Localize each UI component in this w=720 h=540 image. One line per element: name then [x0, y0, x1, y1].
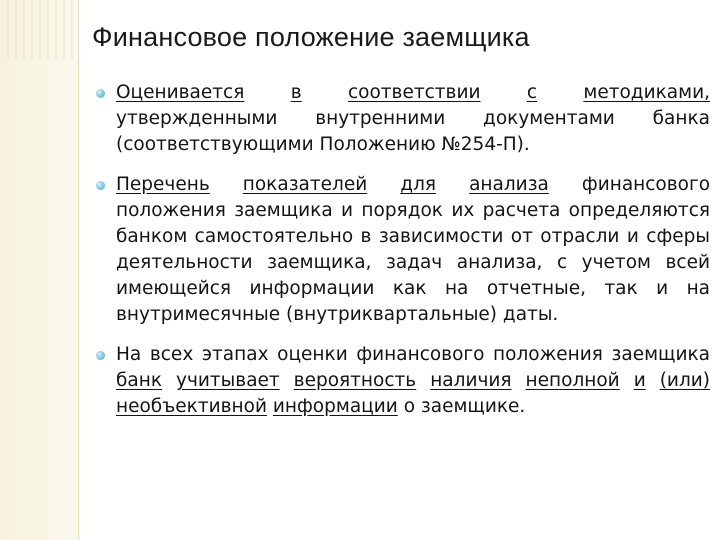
- underlined-term: показателей: [242, 174, 368, 195]
- text-run: [646, 370, 660, 391]
- underlined-term: необъективной: [116, 396, 267, 417]
- bullet-text: [116, 80, 710, 158]
- band-divider: [78, 0, 79, 540]
- underlined-term: информации: [272, 396, 398, 417]
- underlined-term: Перечень: [116, 174, 210, 195]
- bullet-list: [96, 80, 710, 434]
- bullet-dot-icon: [96, 351, 105, 360]
- underlined-term: в: [290, 82, 302, 103]
- text-run: [512, 370, 526, 391]
- text-run: [416, 370, 430, 391]
- stripe-decoration: [0, 0, 80, 60]
- underlined-term: неполной: [525, 370, 620, 391]
- underlined-term: анализа: [469, 174, 549, 195]
- bullet-dot-icon: [96, 89, 105, 98]
- underlined-term: наличия: [430, 370, 512, 391]
- text-run: [280, 370, 294, 391]
- text-run: [162, 370, 176, 391]
- bullet-item: [96, 80, 710, 158]
- underlined-term: банк: [116, 370, 163, 391]
- underlined-term: учитывает: [176, 370, 280, 391]
- text-run: [481, 82, 527, 103]
- text-run: [210, 174, 243, 195]
- bullet-text: [116, 172, 710, 328]
- text-run: На всех этапах оценки финансового положения заемщика: [116, 344, 710, 365]
- text-run: о заемщике.: [397, 396, 526, 417]
- text-run: финансового положения заемщика и порядок их расчета определяются банком самостоятельно в зависимости от отрасли и сферы деятельности заемщика, задач анализа, с учетом всей имеющейся информации как на отчетные, так и на внутримесячные (внутриквартальные) даты.: [116, 174, 711, 325]
- bullet-item: [96, 342, 710, 420]
- underlined-term: Оценивается: [116, 82, 245, 103]
- left-decorative-band: [0, 0, 80, 540]
- underlined-term: и: [633, 370, 646, 391]
- underlined-term: для: [400, 174, 437, 195]
- underlined-term: соответствии: [347, 82, 481, 103]
- bullet-item: [96, 172, 710, 328]
- underlined-term: вероятность: [293, 370, 417, 391]
- text-run: [537, 82, 583, 103]
- text-run: [367, 174, 400, 195]
- bullet-dot-icon: [96, 181, 105, 190]
- text-run: [244, 82, 290, 103]
- text-run: [620, 370, 634, 391]
- text-run: [436, 174, 469, 195]
- text-run: утвержденными внутренними документами банка (соответствующими Положению №254-П).: [116, 108, 710, 155]
- text-run: [302, 82, 348, 103]
- underlined-term: с: [526, 82, 538, 103]
- underlined-term: (или): [659, 370, 711, 391]
- underlined-term: методиками,: [583, 82, 710, 103]
- bullet-text: [116, 342, 710, 420]
- slide-title: Финансовое положение заемщика: [92, 22, 530, 52]
